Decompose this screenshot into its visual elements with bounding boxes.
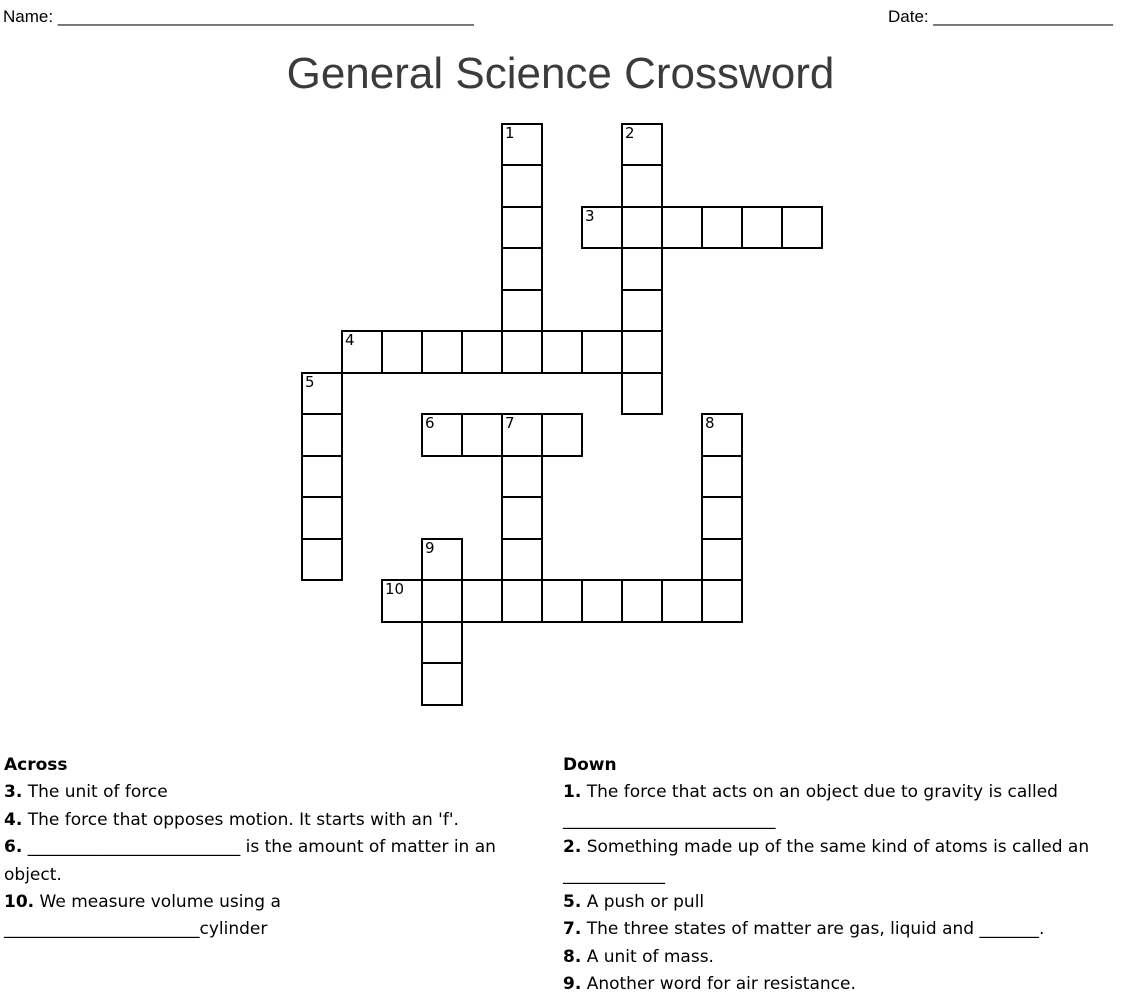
grid-cell[interactable] [621,579,663,623]
grid-cell[interactable] [421,413,463,457]
grid-cell[interactable] [701,538,743,582]
cell-number: 6 [425,414,435,432]
grid-cell[interactable] [461,330,503,374]
grid-cell[interactable] [381,579,423,623]
clue-line: 3. The unit of force [4,782,168,803]
grid-cell[interactable] [301,372,343,416]
clue-number: 8. [563,946,582,967]
clue-line: _________________________ [563,809,776,830]
name-blank: ____________________________________________ [57,7,474,26]
clue-line: 10. We measure volume using a [4,892,281,913]
clue-number: 4. [4,809,23,830]
date-line [888,5,1113,28]
clue-number: 10. [4,892,35,913]
across-clue-list [4,779,556,943]
grid-cell[interactable] [741,206,783,250]
grid-cell[interactable] [301,413,343,457]
cell-number: 2 [625,123,635,142]
grid-cell[interactable] [621,164,663,208]
clue-line: 4. The force that opposes motion. It starts with an 'f'. [4,809,459,830]
grid-cell[interactable] [421,538,463,582]
grid-cell[interactable] [621,206,663,250]
grid-cell[interactable] [541,579,583,623]
cell-number: 5 [305,372,315,391]
clue-line: 2. Something made up of the same kind of atoms is called an [563,837,1090,858]
grid-cell[interactable] [581,579,623,623]
grid-cell[interactable] [541,330,583,374]
cell-number: 1 [505,123,515,142]
clue-line: _______________________cylinder [4,919,268,940]
grid-cell[interactable] [301,538,343,582]
grid-cell[interactable] [621,289,663,333]
grid-cell[interactable] [621,247,663,291]
grid-cell[interactable] [501,538,543,582]
grid-cell[interactable] [341,330,383,374]
across-heading: Across [4,755,68,775]
clue-number: 9. [563,974,582,995]
down-heading: Down [563,755,617,775]
clue-number: 3. [4,782,23,803]
clue-line: 1. The force that acts on an object due to gravity is called [563,782,1058,803]
down-clues [563,752,1119,999]
grid-cell[interactable] [501,247,543,291]
clue-line: object. [4,864,62,885]
name-line [3,5,474,28]
grid-cell[interactable] [701,206,743,250]
cell-number: 9 [425,538,435,557]
grid-cell[interactable] [621,123,663,167]
cell-number: 3 [585,206,595,225]
clue-line: 5. A push or pull [563,892,705,913]
grid-cell[interactable] [621,372,663,416]
grid-cell[interactable] [461,413,503,457]
grid-cell[interactable] [421,662,463,706]
grid-cell[interactable] [461,579,503,623]
grid-cell[interactable] [701,579,743,623]
clue-number: 6. [4,837,23,858]
grid-cell[interactable] [381,330,423,374]
cell-number: 10 [385,580,405,598]
grid-cell[interactable] [421,579,463,623]
grid-cell[interactable] [581,330,623,374]
grid-cell[interactable] [781,206,823,250]
grid-cell[interactable] [541,413,583,457]
grid-cell[interactable] [701,496,743,540]
grid-cell[interactable] [661,579,703,623]
clue-line: 8. A unit of mass. [563,946,714,967]
date-blank: ___________________ [933,7,1114,26]
cell-number: 4 [345,331,355,349]
grid-cell[interactable] [501,289,543,333]
date-label: Date: [888,7,929,26]
grid-cell[interactable] [501,455,543,499]
grid-cell[interactable] [501,330,543,374]
page-title: General Science Crossword [286,49,835,98]
grid-cell[interactable] [501,413,543,457]
grid-cell[interactable] [621,330,663,374]
down-clue-list [563,779,1119,998]
grid-cell[interactable] [701,455,743,499]
across-clues [4,752,556,944]
grid-cell[interactable] [501,164,543,208]
clue-number: 2. [563,837,582,858]
grid-cell[interactable] [501,579,543,623]
grid-cell[interactable] [701,413,743,457]
grid-cell[interactable] [301,455,343,499]
cell-number: 8 [705,414,715,432]
cell-number: 7 [505,414,515,432]
grid-cell[interactable] [421,621,463,665]
grid-cell[interactable] [581,206,623,250]
clue-line: 7. The three states of matter are gas, liquid and _______. [563,919,1045,940]
clue-number: 1. [563,782,582,803]
clue-number: 7. [563,919,582,940]
name-label: Name: [3,7,54,26]
clue-line: ____________ [563,864,665,885]
grid-cell[interactable] [501,123,543,167]
grid-cell[interactable] [421,330,463,374]
clue-number: 5. [563,892,582,913]
clue-line: 6. _________________________ is the amount of matter in an [4,837,496,858]
grid-cell[interactable] [501,206,543,250]
grid-cell[interactable] [301,496,343,540]
clue-line: 9. Another word for air resistance. [563,974,856,995]
grid-cell[interactable] [501,496,543,540]
grid-cell[interactable] [661,206,703,250]
